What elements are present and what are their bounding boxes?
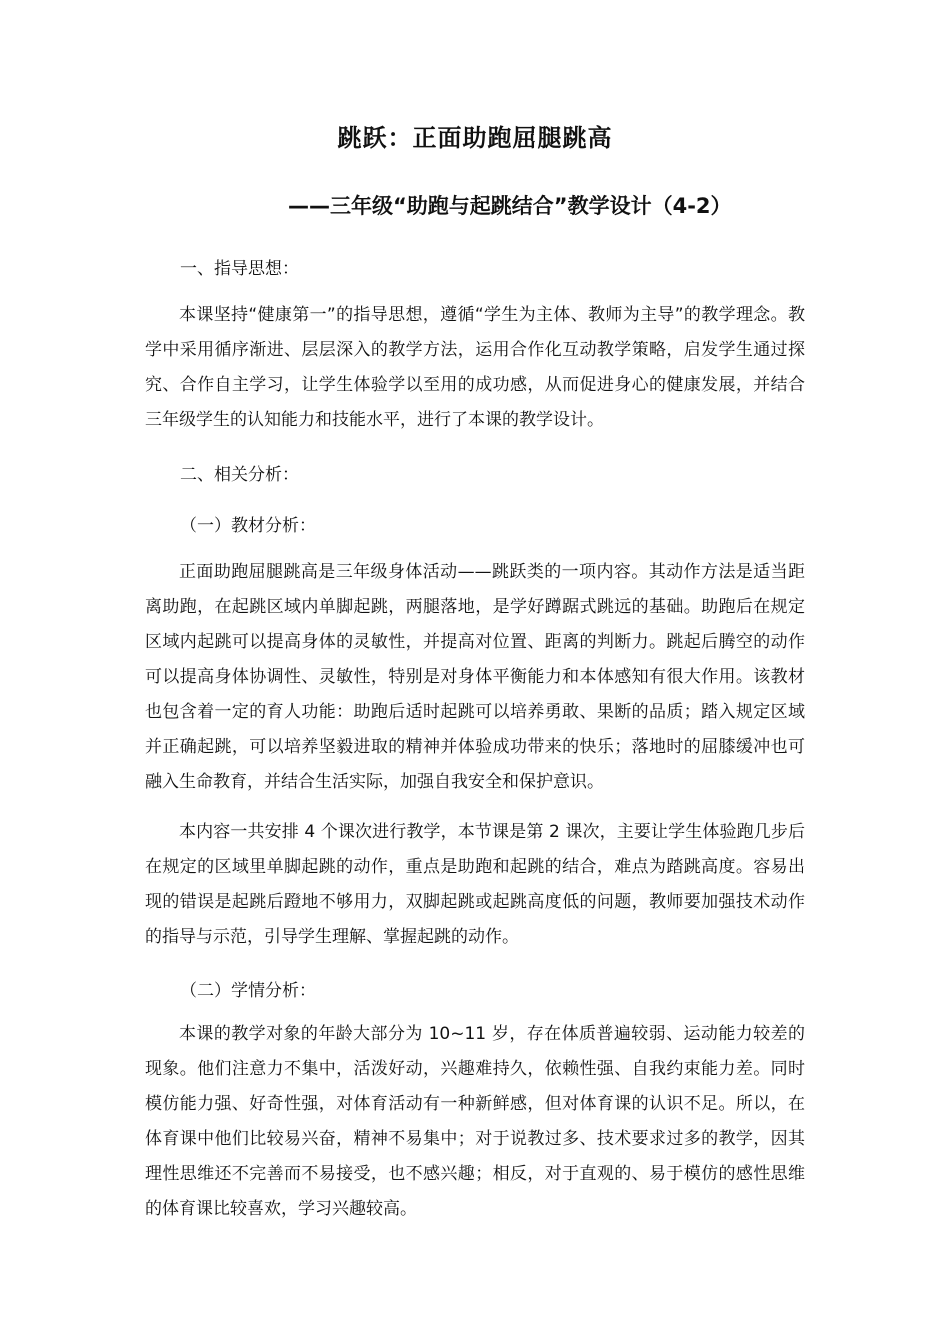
subsection-heading-student: （二）学情分析：	[180, 981, 316, 1001]
paragraph-material-2: 本内容一共安排 4 个课次进行教学，本节课是第 2 课次，主要让学生体验跑几步后在规定的区域里单脚起跳的动作，重点是助跑和起跳的结合，难点为踏跳高度。容易出现的错误是起跳后蹬地不够用力，双脚起跳或起跳高度低的问题，教师要加强技术动作的指导与示范，引导学生理解、掌握起跳的动作。	[145, 822, 805, 947]
paragraph-guiding: 本课坚持“健康第一”的指导思想，遵循“学生为主体、教师为主导”的教学理念。教学中采用循序渐进、层层深入的教学方法，运用合作化互动教学策略，启发学生通过探究、合作自主学习，让学生体验学以至用的成功感，从而促进身心的健康发展，并结合三年级学生的认知能力和技能水平，进行了本课的教学设计。	[145, 305, 805, 430]
subsection-heading-material: （一）教材分析：	[180, 516, 316, 536]
section-heading-guiding: 一、指导思想：	[180, 259, 299, 279]
section-heading-analysis: 二、相关分析：	[180, 465, 299, 485]
paragraph-student: 本课的教学对象的年龄大部分为 10~11 岁，存在体质普遍较弱、运动能力较差的现象。他们注意力不集中，活泼好动，兴趣难持久，依赖性强、自我约束能力差。同时模仿能力强、好奇性强，对体育活动有一种新鲜感，但对体育课的认识不足。所以，在体育课中他们比较易兴奋，精神不易集中；对于说教过多、技术要求过多的教学，因其理性思维还不完善而不易接受，也不感兴趣；相反，对于直观的、易于模仿的感性思维的体育课比较喜欢，学习兴趣较高。	[145, 1024, 805, 1219]
paragraph-material-1: 正面助跑屈腿跳高是三年级身体活动——跳跃类的一项内容。其动作方法是适当距离助跑，在起跳区域内单脚起跳，两腿落地，是学好蹲踞式跳远的基础。助跑后在规定区域内起跳可以提高身体的灵敏性，并提高对位置、距离的判断力。跳起后腾空的动作可以提高身体协调性、灵敏性，特别是对身体平衡能力和本体感知有很大作用。该教材也包含着一定的育人功能：助跑后适时起跳可以培养勇敢、果断的品质；踏入规定区域并正确起跳，可以培养坚毅进取的精神并体验成功带来的快乐；落地时的屈膝缓冲也可融入生命教育，并结合生活实际，加强自我安全和保护意识。	[145, 562, 805, 792]
document-subtitle: ——三年级“助跑与起跳结合”教学设计（4-2）	[288, 194, 732, 218]
document-title: 跳跃：正面助跑屈腿跳高	[337, 124, 613, 152]
